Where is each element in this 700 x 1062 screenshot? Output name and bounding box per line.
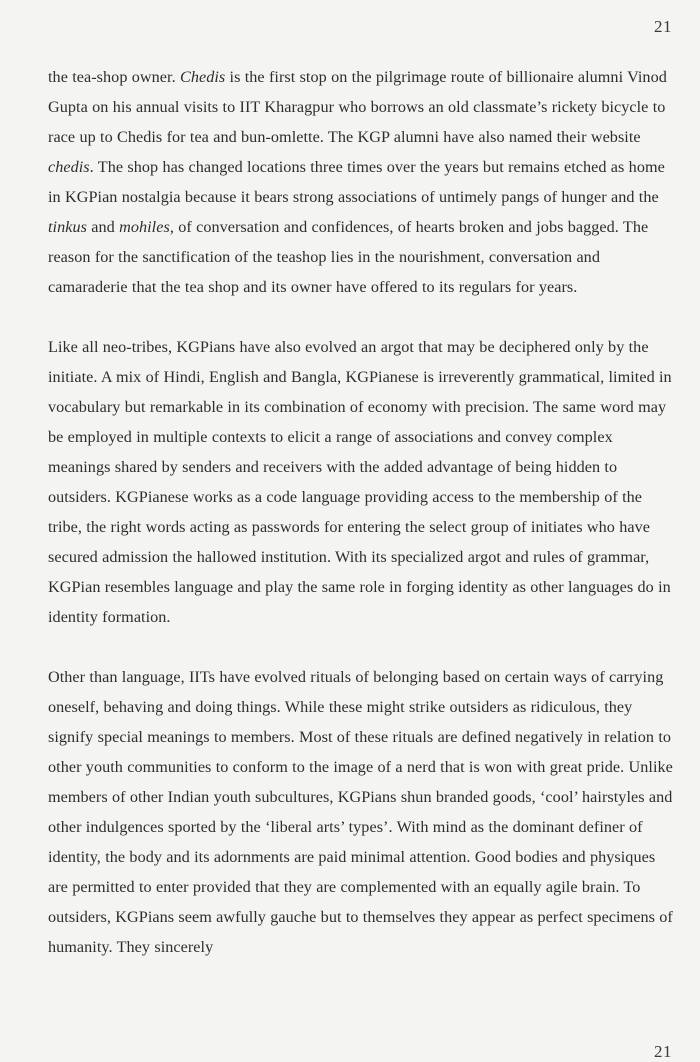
italic-term: Chedis [179,68,226,86]
italic-term: tinkus [48,218,87,236]
text-run: . The shop has changed locations three times over the years but remains etched as home in KGPian nostalgia because it bears strong associations of untimely pangs of hunger and the [48,158,665,206]
page-number-footer: 21 [654,1042,672,1061]
text-run: is the first stop on the pilgrimage route of billionaire alumni Vinod Gupta on his annual visits to IIT Kharagpur who borrows an old classmate’s rickety bicycle to race up to Chedis for tea and bun-omlette. The KGP alumni have also named their website [48,68,667,146]
text-run: the tea-shop owner. [48,68,180,86]
paragraph-chedis [48,62,676,302]
text-run: Like all neo-tribes, KGPians have also evolved an argot that may be deciphered only by the initiate. A mix of Hindi, English and Bangla, KGPianese is irreverently grammatical, limited in vocabulary but remarkable in its combination of economy with precision. The same word may be employed in multiple contexts to elicit a range of associations and convey complex meanings shared by senders and receivers with the added advantage of being hidden to outsiders. KGPianese works as a code language providing access to the membership of the tribe, the right words acting as passwords for entering the select group of initiates who have secured admission the hallowed institution. With its specialized argot and rules of grammar, KGPian resembles language and play the same role in forging identity as other languages do in identity formation. [48,338,672,626]
italic-term: chedis [48,158,90,176]
page-number-header: 21 [654,17,672,36]
document-body [48,62,676,962]
italic-term: mohiles [119,218,170,236]
paragraph-kgpianese [48,332,676,632]
text-run: Other than language, IITs have evolved rituals of belonging based on certain ways of carrying oneself, behaving and doing things. While these might strike outsiders as ridiculous, they signify special meanings to members. Most of these rituals are defined negatively in relation to other youth communities to conform to the image of a nerd that is won with great pride. Unlike members of other Indian youth subcultures, KGPians shun branded goods, ‘cool’ hairstyles and other indulgences sported by the ‘liberal arts’ types’. With mind as the dominant definer of identity, the body and its adornments are paid minimal attention. Good bodies and physiques are permitted to enter provided that they are complemented with an equally agile brain. To outsiders, KGPians seem awfully gauche but to themselves they appear as perfect specimens of humanity. They sincerely [48,668,673,956]
text-run: , of conversation and confidences, of hearts broken and jobs bagged. The reason for the sanctification of the teashop lies in the nourishment, conversation and camaraderie that the tea shop and its owner have offered to its regulars for years. [48,218,649,296]
paragraph-rituals [48,662,676,962]
text-run: and [86,218,120,236]
